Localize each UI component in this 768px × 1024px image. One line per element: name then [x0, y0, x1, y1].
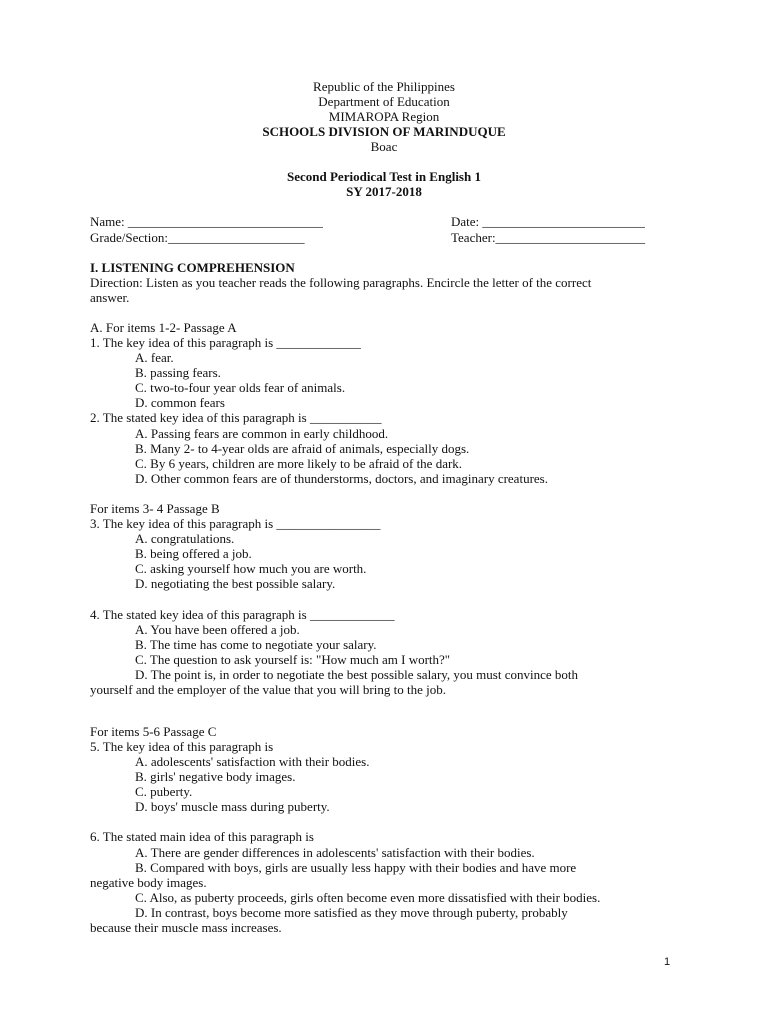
teacher-field: Teacher:_______________________	[451, 230, 646, 245]
question-3-choice-a: A. congratulations.	[135, 531, 235, 546]
question-2-stem: 2. The stated key idea of this paragraph is ___________	[90, 410, 382, 425]
question-6-choice-c: C. Also, as puberty proceeds, girls often become even more dissatisfied with their bodies.	[135, 890, 601, 905]
question-4-choice-a: A. You have been offered a job.	[135, 622, 300, 637]
question-3-choice-c: C. asking yourself how much you are worth.	[135, 561, 367, 576]
question-1-choice-a: A. fear.	[135, 350, 174, 365]
question-5-choice-c: C. puberty.	[135, 784, 193, 799]
question-4-choice-c: C. The question to ask yourself is: "How much am I worth?"	[135, 652, 451, 667]
grade-section-field: Grade/Section:_____________________	[90, 230, 305, 245]
question-6-choice-d-line-1: D. In contrast, boys become more satisfied as they move through puberty, probably	[135, 905, 568, 920]
header-region: MIMAROPA Region	[328, 109, 440, 124]
name-field: Name: ______________________________	[90, 214, 323, 229]
header-republic: Republic of the Philippines	[313, 79, 455, 94]
header-town: Boac	[370, 139, 398, 154]
section-heading: I. LISTENING COMPREHENSION	[90, 260, 295, 275]
question-5-choice-d: D. boys' muscle mass during puberty.	[135, 799, 330, 814]
question-2-choice-d: D. Other common fears are of thunderstorms, doctors, and imaginary creatures.	[135, 471, 548, 486]
question-5-choice-a: A. adolescents' satisfaction with their bodies.	[135, 754, 370, 769]
direction-line-1: Direction: Listen as you teacher reads the following paragraphs. Encircle the letter of the correct	[90, 275, 592, 290]
question-4-stem: 4. The stated key idea of this paragraph is _____________	[90, 607, 395, 622]
date-field: Date: _________________________	[451, 214, 645, 229]
test-title: Second Periodical Test in English 1	[287, 169, 481, 184]
page-number: 1	[664, 956, 671, 968]
question-2-choice-c: C. By 6 years, children are more likely to be afraid of the dark.	[135, 456, 463, 471]
question-1-choice-c: C. two-to-four year olds fear of animals.	[135, 380, 346, 395]
passage-a-label: A. For items 1-2- Passage A	[90, 320, 237, 335]
question-6-choice-d-line-2: because their muscle mass increases.	[90, 920, 282, 935]
question-5-stem: 5. The key idea of this paragraph is	[90, 739, 274, 754]
question-3-choice-b: B. being offered a job.	[135, 546, 252, 561]
question-5-choice-b: B. girls' negative body images.	[135, 769, 296, 784]
question-4-choice-d-line-1: D. The point is, in order to negotiate the best possible salary, you must convince both	[135, 667, 579, 682]
header-department: Department of Education	[318, 94, 450, 109]
question-3-stem: 3. The key idea of this paragraph is ________________	[90, 516, 381, 531]
question-1-stem: 1. The key idea of this paragraph is _____________	[90, 335, 361, 350]
question-1-choice-d: D. common fears	[135, 395, 225, 410]
passage-b-label: For items 3- 4 Passage B	[90, 501, 220, 516]
question-2-choice-a: A. Passing fears are common in early childhood.	[135, 426, 389, 441]
question-6-choice-b-line-1: B. Compared with boys, girls are usually less happy with their bodies and have more	[135, 860, 577, 875]
question-4-choice-b: B. The time has come to negotiate your salary.	[135, 637, 377, 652]
question-6-choice-b-line-2: negative body images.	[90, 875, 207, 890]
school-year: SY 2017-2018	[346, 184, 422, 199]
question-2-choice-b: B. Many 2- to 4-year olds are afraid of animals, especially dogs.	[135, 441, 470, 456]
question-1-choice-b: B. passing fears.	[135, 365, 221, 380]
question-4-choice-d-line-2: yourself and the employer of the value that you will bring to the job.	[90, 682, 446, 697]
question-6-choice-a: A. There are gender differences in adolescents' satisfaction with their bodies.	[135, 845, 535, 860]
question-3-choice-d: D. negotiating the best possible salary.	[135, 576, 336, 591]
direction-line-2: answer.	[90, 290, 130, 305]
passage-c-label: For items 5-6 Passage C	[90, 724, 217, 739]
question-6-stem: 6. The stated main idea of this paragraph is	[90, 829, 314, 844]
header-division: SCHOOLS DIVISION OF MARINDUQUE	[262, 124, 506, 139]
